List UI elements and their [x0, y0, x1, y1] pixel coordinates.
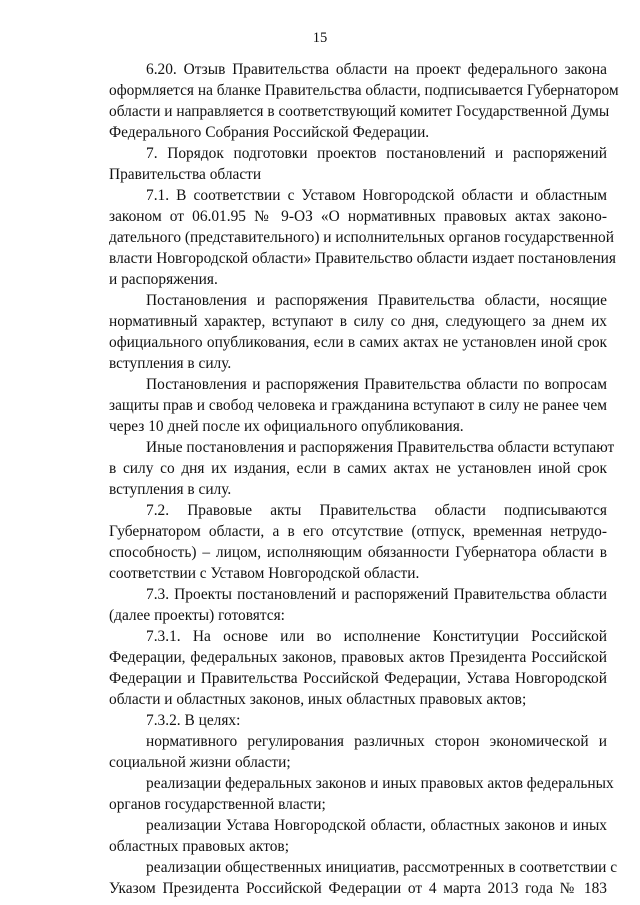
text-line: официального опубликования, если в самих актах не установлен иной срок	[109, 334, 607, 351]
text-line: областных правовых актов;	[109, 838, 289, 855]
text-line: дательного (представительного) и исполнительных органов государственной	[109, 229, 614, 246]
text-line: в силу со дня их издания, если в самих актах не установлен иной срок	[109, 460, 607, 477]
text-line: нормативного регулирования различных сторон экономической и	[146, 733, 607, 750]
text-line: вступления в силу.	[109, 481, 232, 498]
text-line: Федерации, федеральных законов, правовых актов Президента Российской	[109, 649, 607, 666]
text-line: реализации федеральных законов и иных правовых актов федеральных	[146, 775, 614, 792]
section-heading: 7. Порядок подготовки проектов постановлений и распоряжений	[146, 145, 607, 162]
page-number: 15	[312, 30, 328, 46]
text-line: 7.1. В соответствии с Уставом Новгородской области и областным	[146, 187, 607, 204]
text-line: (далее проекты) готовятся:	[109, 607, 285, 624]
text-line: через 10 дней после их официального опубликования.	[109, 418, 464, 435]
text-line: способность) – лицом, исполняющим обязанности Губернатора области в	[109, 544, 607, 561]
text-line: 7.3.1. На основе или во исполнение Конституции Российской	[146, 628, 607, 645]
text-line: социальной жизни области;	[109, 754, 291, 771]
text-line: вступления в силу.	[109, 355, 232, 372]
text-line: Федерации и Правительства Российской Федерации, Устава Новгородской	[109, 670, 607, 687]
text-line: области и направляется в соответствующий комитет Государственной Думы	[109, 103, 610, 120]
text-line: Губернатором области, а в его отсутствие (отпуск, временная нетрудо-	[109, 523, 607, 540]
text-line: Иные постановления и распоряжения Правительства области вступают	[146, 439, 615, 456]
text-line: нормативный характер, вступают в силу со дня, следующего за днем их	[109, 313, 607, 330]
section-heading-cont: Правительства области	[109, 166, 262, 183]
text-line: власти Новгородской области» Правительство области издает постановления	[109, 250, 617, 267]
text-line: 6.20. Отзыв Правительства области на проект федерального закона	[146, 61, 607, 78]
text-line: соответствии с Уставом Новгородской области.	[109, 565, 420, 582]
text-line: реализации общественных инициатив, рассмотренных в соответствии с	[146, 859, 618, 876]
text-line: Постановления и распоряжения Правительства области, носящие	[146, 292, 607, 309]
text-line: Федерального Собрания Российской Федерации.	[109, 124, 430, 141]
text-line: и распоряжения.	[109, 271, 218, 288]
text-line: органов государственной власти;	[109, 796, 326, 813]
text-line: 7.2. Правовые акты Правительства области подписываются	[146, 502, 607, 519]
text-line: Постановления и распоряжения Правительства области по вопросам	[146, 376, 607, 393]
text-line: 7.3. Проекты постановлений и распоряжений Правительства области	[146, 586, 607, 603]
text-line: законом от 06.01.95 № 9-ОЗ «О нормативных правовых актах законо-	[109, 208, 607, 225]
text-line: оформляется на бланке Правительства области, подписывается Губернатором	[109, 82, 619, 99]
text-line: 7.3.2. В целях:	[146, 712, 241, 729]
text-line: области и областных законов, иных областных правовых актов;	[109, 691, 527, 708]
text-line: Указом Президента Российской Федерации от 4 марта 2013 года № 183	[109, 880, 607, 897]
text-line: реализации Устава Новгородской области, областных законов и иных	[146, 817, 607, 834]
text-line: защиты прав и свобод человека и гражданина вступают в силу не ранее чем	[109, 397, 607, 414]
